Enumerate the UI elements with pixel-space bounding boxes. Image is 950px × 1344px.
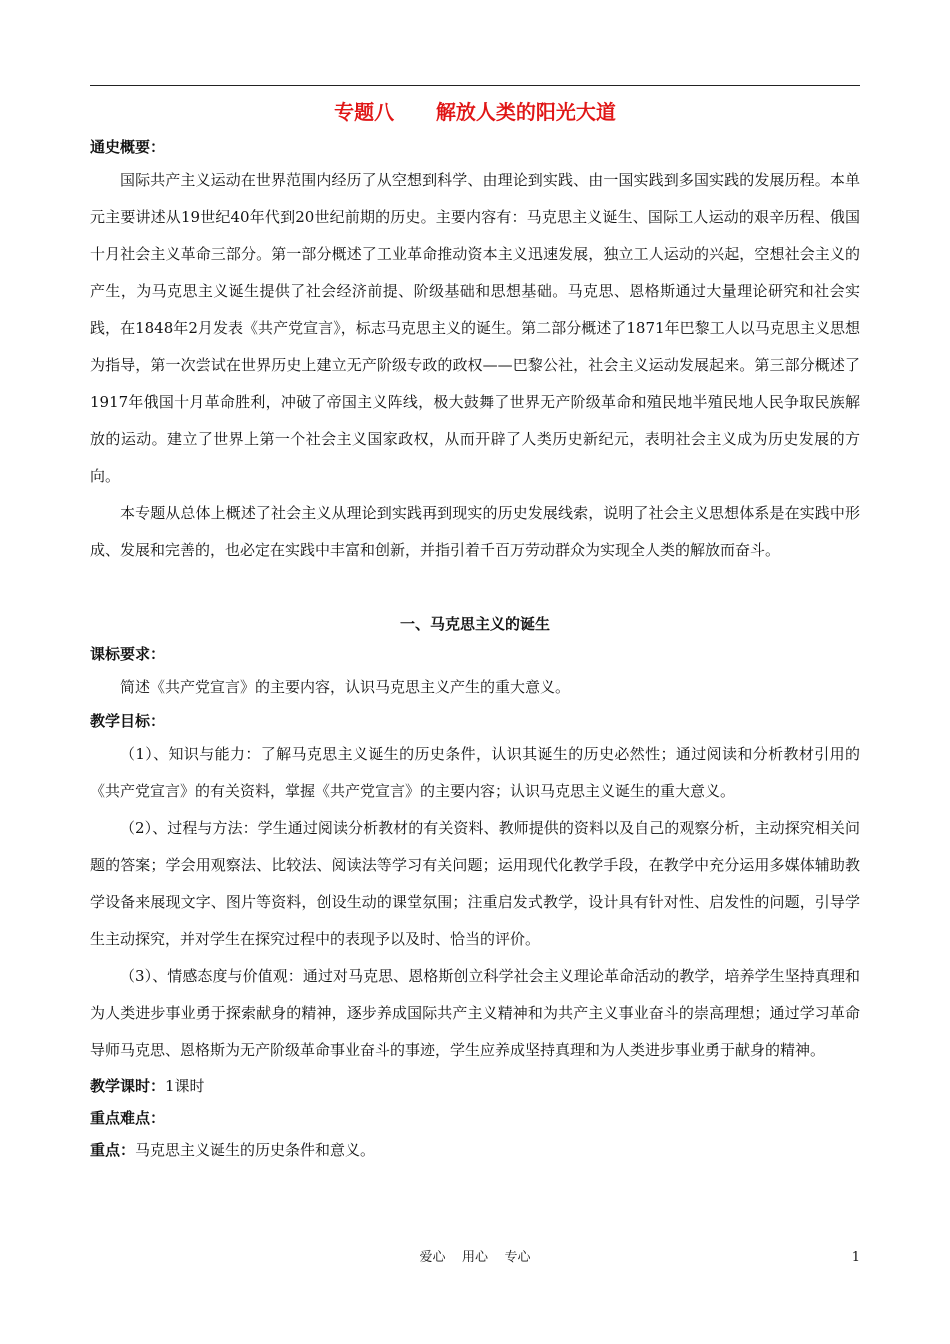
- curriculum-text: 简述《共产党宣言》的主要内容，认识马克思主义产生的重大意义。: [120, 678, 571, 696]
- section-spacer: [90, 569, 860, 609]
- document-title: 专题八 解放人类的阳光大道: [334, 100, 616, 124]
- overview-heading: 通史概要：: [90, 138, 166, 156]
- page-number: 1: [851, 1250, 860, 1265]
- hours-label: 教学课时：: [90, 1077, 166, 1095]
- hours-line: [90, 1069, 860, 1103]
- goal-process: （2）、过程与方法：学生通过阅读分析教材的有关资料、教师提供的资料以及自己的观察分析，主动探究相关问题的答案；学会用观察法、比较法、阅读法等学习有关问题；运用现代化教学手段，在教学中充分运用多媒体辅助教学设备来展现文字、图片等资料，创设生动的课堂氛围；注重启发式教学，设计具有针对性、启发性的问题，引导学生主动探究，并对学生在探究过程中的表现予以及时、恰当的评价。: [90, 819, 860, 948]
- page-body: [90, 92, 860, 1167]
- goal-knowledge: （1）、知识与能力：了解马克思主义诞生的历史条件，认识其诞生的历史必然性；通过阅读和分析教材引用的《共产党宣言》的有关资料，掌握《共产党宣言》的主要内容；认识马克思主义诞生的重大意义。: [90, 745, 860, 800]
- page-footer: [0, 1248, 950, 1268]
- overview-paragraph-2: 本专题从总体上概述了社会主义从理论到实践再到现实的历史发展线索，说明了社会主义思想体系是在实践中形成、发展和完善的，也必定在实践中丰富和创新，并指引着千百万劳动群众为实现全人类的解放而奋斗。: [90, 504, 860, 559]
- hours-value: 1课时: [165, 1077, 205, 1095]
- section-title: 一、马克思主义的诞生: [399, 615, 550, 633]
- overview-paragraph-1: 国际共产主义运动在世界范围内经历了从空想到科学、由理论到实践、由一国实践到多国实践的发展历程。本单元主要讲述从19世纪40年代到20世纪前期的历史。主要内容有：马克思主义诞生、国际工人运动的艰辛历程、俄国十月社会主义革命三部分。第一部分概述了工业革命推动资本主义迅速发展，独立工人运动的兴起，空想社会主义的产生，为马克思主义诞生提供了社会经济前提、阶级基础和思想基础。马克思、恩格斯通过大量理论研究和社会实践，在1848年2月发表《共产党宣言》，标志马克思主义的诞生。第二部分概述了1871年巴黎工人以马克思主义思想为指导，第一次尝试在世界历史上建立无产阶级专政的政权——巴黎公社，社会主义运动发展起来。第三部分概述了1917年俄国十月革命胜利，冲破了帝国主义阵线，极大鼓舞了世界无产阶级革命和殖民地半殖民地人民争取民族解放的运动。建立了世界上第一个社会主义国家政权，从而开辟了人类历史新纪元，表明社会主义成为历史发展的方向。: [90, 171, 860, 485]
- goals-heading: 教学目标：: [90, 712, 166, 730]
- key-line: [90, 1133, 860, 1167]
- curriculum-heading: 课标要求：: [90, 645, 166, 663]
- footer-motto: 爱心 用心 专心: [419, 1250, 531, 1265]
- key-value: 马克思主义诞生的历史条件和意义。: [135, 1141, 376, 1159]
- key-label: 重点：: [90, 1141, 136, 1159]
- top-rule: [90, 85, 860, 86]
- goal-attitude: （3）、情感态度与价值观：通过对马克思、恩格斯创立科学社会主义理论革命活动的教学，培养学生坚持真理和为人类进步事业勇于探索献身的精神，逐步养成国际共产主义精神和为共产主义事业奋斗的崇高理想；通过学习革命导师马克思、恩格斯为无产阶级革命事业奋斗的事迹，学生应养成坚持真理和为人类进步事业勇于献身的精神。: [90, 967, 860, 1059]
- key-points-heading: 重点难点：: [90, 1109, 166, 1127]
